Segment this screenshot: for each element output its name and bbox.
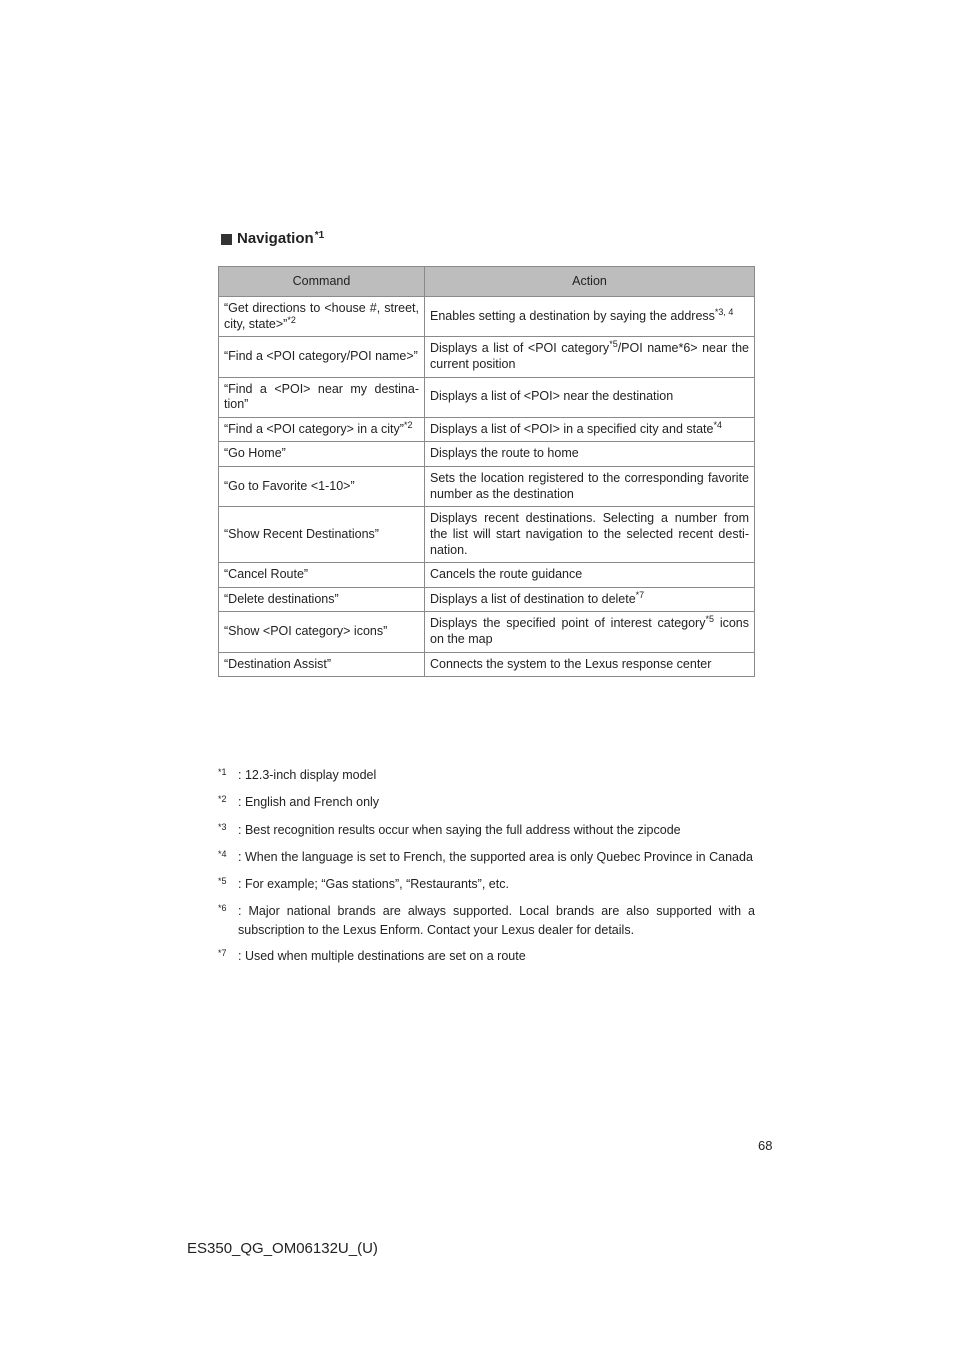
command-cell: [219, 612, 425, 652]
footnote-mark: [218, 821, 238, 840]
footnote-mark-text: *4: [218, 848, 227, 859]
footnote: [218, 821, 755, 840]
command-text: “Find a <POI> near my destina-tion”: [224, 381, 419, 412]
action-text: Displays the route to home: [430, 446, 579, 461]
command-cell: [219, 467, 425, 507]
footnote: [218, 947, 755, 966]
footnote: [218, 766, 755, 785]
footnote-mark: [218, 947, 238, 966]
command-cell: [219, 377, 425, 417]
footnote: [218, 848, 755, 867]
footnote-text: : Best recognition results occur when saying the full address without the zipcode: [238, 822, 681, 837]
footnote-mark-text: *2: [218, 794, 227, 805]
table-row: [219, 417, 755, 442]
command-cell: [219, 587, 425, 612]
command-text: “Destination Assist”: [224, 656, 331, 671]
action-footnote-mark: *7: [635, 589, 645, 600]
command-text: “Show <POI category> icons”: [224, 624, 388, 639]
action-cell: [425, 337, 755, 377]
footnote-mark: [218, 766, 238, 785]
action-cell: [425, 377, 755, 417]
table-row: [219, 337, 755, 377]
table-row: [219, 467, 755, 507]
command-cell: [219, 507, 425, 563]
square-bullet-icon: [221, 234, 232, 245]
footnote: [218, 875, 755, 894]
action-text-tail: /POI name*6> near the current position: [430, 341, 749, 371]
section-heading-text: Navigation: [237, 230, 314, 247]
action-text: Displays a list of <POI> near the destination: [430, 389, 674, 404]
footnote-text: : Major national brands are always supported. Local brands are also supported with a subscription to the Lexus Enform. Contact your Lexus dealer for details.: [238, 904, 755, 937]
table-row: [219, 442, 755, 467]
table-header-row: [219, 267, 755, 297]
section-heading-footnote-mark: *1: [314, 230, 325, 241]
command-cell: [219, 297, 425, 337]
section-heading: [221, 230, 324, 247]
footnote-text: : When the language is set to French, the supported area is only Quebec Province in Canada: [238, 849, 753, 864]
command-text: “Find a <POI category/POI name>”: [224, 349, 418, 364]
action-footnote-mark: *3, 4: [714, 306, 734, 317]
action-cell: [425, 652, 755, 677]
table-row: [219, 377, 755, 417]
action-cell: [425, 587, 755, 612]
action-text: Displays a list of <POI category: [430, 341, 610, 356]
footnote-text: : For example; “Gas stations”, “Restaurants”, etc.: [238, 877, 509, 892]
footnote-text: : Used when multiple destinations are set on a route: [238, 948, 526, 963]
action-text: Connects the system to the Lexus response center: [430, 656, 712, 671]
command-text: “Go to Favorite <1-10>”: [224, 478, 355, 493]
footnote-mark-text: *1: [218, 767, 227, 777]
table-row: [219, 652, 755, 677]
action-cell: [425, 297, 755, 337]
footnote-text: : English and French only: [238, 795, 380, 810]
action-text: Displays a list of destination to delete: [430, 591, 636, 606]
table-body: [219, 297, 755, 677]
action-cell: [425, 563, 755, 588]
action-cell: [425, 507, 755, 563]
action-cell: [425, 417, 755, 442]
command-column-header: Command: [219, 267, 425, 297]
footnote-mark: [218, 902, 238, 938]
command-cell: [219, 337, 425, 377]
command-text: “Delete destinations”: [224, 591, 339, 606]
action-text: Displays recent destinations. Selecting a number from the list will start navigation to the selected recent desti-nation.: [430, 511, 749, 557]
command-text: “Cancel Route”: [224, 567, 309, 582]
command-text: “Get directions to <house #, street, city, state>”: [224, 301, 419, 331]
command-cell: [219, 563, 425, 588]
voice-command-table: [218, 266, 755, 677]
action-text: Displays the specified point of interest category: [430, 616, 706, 631]
footnotes: [218, 766, 755, 974]
footnote-mark: [218, 793, 238, 812]
action-cell: [425, 442, 755, 467]
action-text-tail: icons on the map: [430, 616, 750, 646]
footnote-mark-text: *6: [218, 903, 227, 914]
action-text: Sets the location registered to the corresponding favorite number as the destination: [430, 471, 749, 501]
footnote-mark: [218, 875, 238, 894]
action-cell: [425, 467, 755, 507]
command-footnote-mark: *2: [287, 314, 296, 325]
command-text: “Find a <POI category> in a city”: [224, 421, 404, 436]
footnote: [218, 902, 755, 938]
page-number: 68: [758, 1138, 773, 1153]
footnote: [218, 793, 755, 812]
command-cell: [219, 652, 425, 677]
action-cell: [425, 612, 755, 652]
footnote-mark: [218, 848, 238, 867]
command-cell: [219, 442, 425, 467]
footnote-mark-text: *5: [218, 876, 227, 887]
table-row: [219, 507, 755, 563]
action-footnote-mark: *5: [609, 339, 618, 350]
document-code: ES350_QG_OM06132U_(U): [187, 1240, 378, 1257]
table-row: [219, 612, 755, 652]
action-column-header: Action: [425, 267, 755, 297]
action-footnote-mark: *4: [713, 419, 722, 430]
action-text: Displays a list of <POI> in a specified city and state: [430, 421, 714, 436]
action-text: Enables setting a destination by saying the address: [430, 308, 715, 323]
command-footnote-mark: *2: [403, 419, 413, 430]
table-row: [219, 297, 755, 337]
footnote-text: : 12.3-inch display model: [238, 768, 377, 782]
command-text: “Go Home”: [224, 446, 286, 461]
footnote-mark-text: *3: [218, 821, 227, 832]
footnote-mark-text: *7: [218, 947, 227, 958]
table-row: [219, 563, 755, 588]
table-row: [219, 587, 755, 612]
command-cell: [219, 417, 425, 442]
command-text: “Show Recent Destinations”: [224, 526, 379, 541]
action-footnote-mark: *5: [705, 614, 714, 625]
action-text: Cancels the route guidance: [430, 567, 583, 582]
